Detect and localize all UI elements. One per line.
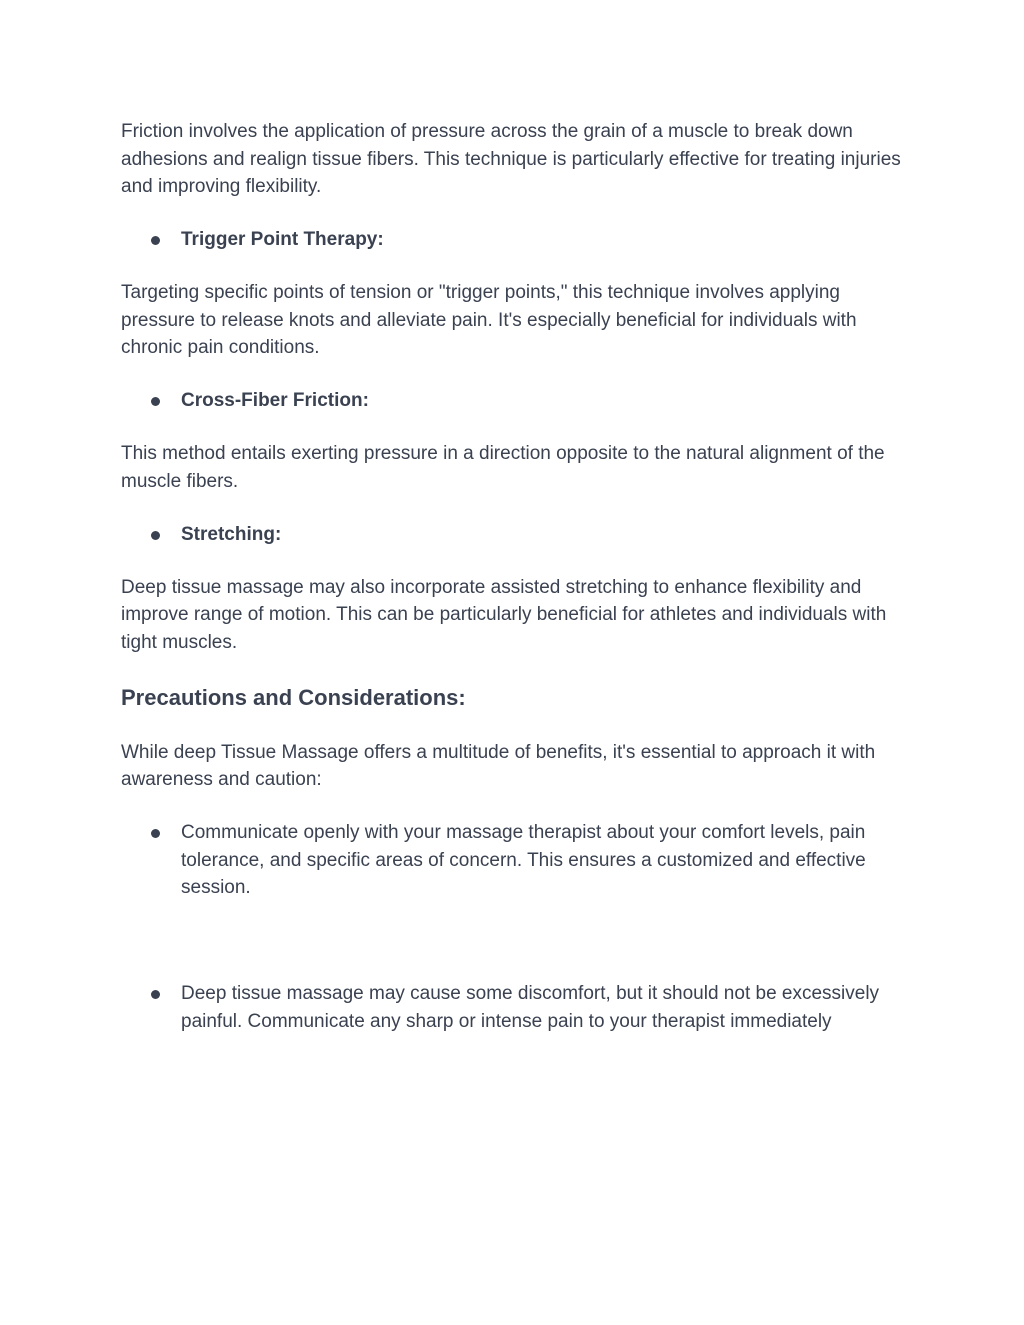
- intro-paragraph: Friction involves the application of pressure across the grain of a muscle to break down adhesions and realign tissue fibers. This technique is particularly effective for treating injuries and improving flexibility.: [121, 121, 901, 198]
- precaution-item: [121, 980, 911, 1035]
- technique-heading-stretching: [121, 521, 911, 549]
- technique-heading-label: Trigger Point Therapy:: [181, 229, 384, 251]
- technique-description-stretching: Deep tissue massage may also incorporate assisted stretching to enhance flexibility and improve range of motion. This can be particularly beneficial for athletes and individuals with tight muscles.: [121, 576, 887, 654]
- bullet-icon: [151, 397, 160, 406]
- document-page: [121, 118, 911, 1036]
- technique-heading-trigger-point: [121, 226, 911, 254]
- precaution-item-text: Communicate openly with your massage therapist about your comfort levels, pain tolerance, and specific areas of concern. This ensures a customized and effective session.: [181, 822, 866, 899]
- precautions-heading: Precautions and Considerations:: [121, 684, 466, 710]
- technique-heading-label: Stretching:: [181, 523, 282, 545]
- bullet-icon: [151, 531, 160, 540]
- technique-description-trigger-point: Targeting specific points of tension or "trigger points," this technique involves applying pressure to release knots and alleviate pain. It's especially beneficial for individuals with chronic pain conditions.: [121, 282, 857, 359]
- precaution-item-text: Deep tissue massage may cause some discomfort, but it should not be excessively painful. Communicate any sharp or intense pain to your therapist immediately: [181, 983, 880, 1032]
- precautions-intro: While deep Tissue Massage offers a multitude of benefits, it's essential to approach it with awareness and caution:: [121, 741, 876, 791]
- bullet-icon: [151, 829, 160, 838]
- bullet-icon: [151, 236, 160, 245]
- bullet-icon: [151, 990, 160, 999]
- technique-heading-cross-fiber: [121, 387, 911, 415]
- precaution-item: [121, 819, 911, 902]
- technique-description-cross-fiber: This method entails exerting pressure in a direction opposite to the natural alignment of the muscle fibers.: [121, 443, 885, 492]
- technique-heading-label: Cross-Fiber Friction:: [181, 390, 369, 412]
